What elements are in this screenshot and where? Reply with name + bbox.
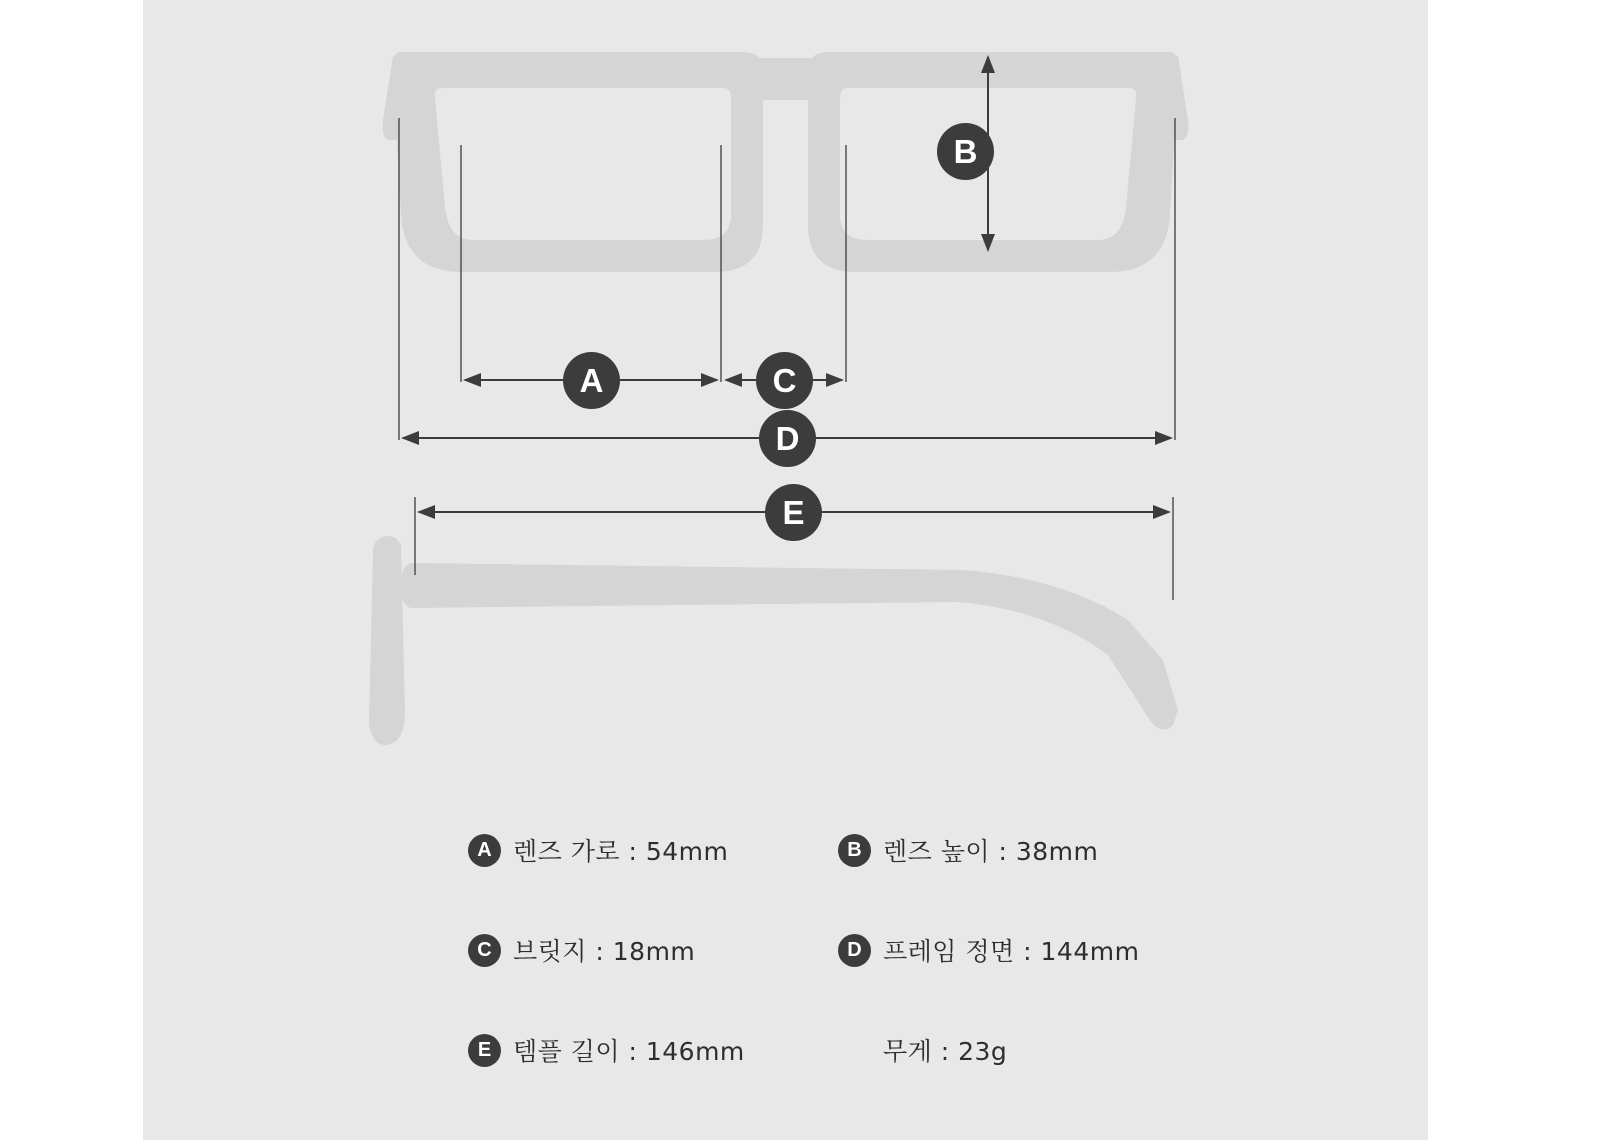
legend-item-d	[838, 930, 1139, 970]
legend-label-weight: 무게 : 23g	[883, 1037, 1008, 1066]
legend-item-e	[468, 1030, 745, 1070]
legend-badge-d: D	[838, 934, 871, 967]
legend-badge-c: C	[468, 934, 501, 967]
eyeglasses-temple-side-view-shape	[369, 536, 1178, 745]
legend-badge-e: E	[468, 1034, 501, 1067]
legend-item-a	[468, 830, 728, 870]
spec-diagram-panel	[143, 0, 1428, 1140]
marker-badge-c: C	[756, 352, 813, 409]
dimension-legend	[468, 800, 1368, 1100]
legend-label-d: 프레임 정면 : 144mm	[883, 937, 1140, 966]
legend-label-a: 렌즈 가로 : 54mm	[513, 837, 729, 866]
marker-badge-e: E	[765, 484, 822, 541]
legend-label-c: 브릿지 : 18mm	[513, 937, 696, 966]
marker-badge-b: B	[937, 123, 994, 180]
eyeglasses-front-view-shape	[383, 52, 1189, 272]
legend-label-b: 렌즈 높이 : 38mm	[883, 837, 1099, 866]
legend-badge-a: A	[468, 834, 501, 867]
marker-badge-a: A	[563, 352, 620, 409]
legend-item-c	[468, 930, 695, 970]
legend-label-e: 템플 길이 : 146mm	[513, 1037, 745, 1066]
legend-badge-b: B	[838, 834, 871, 867]
marker-badge-d: D	[759, 410, 816, 467]
legend-item-weight	[883, 1030, 1007, 1070]
legend-item-b	[838, 830, 1098, 870]
